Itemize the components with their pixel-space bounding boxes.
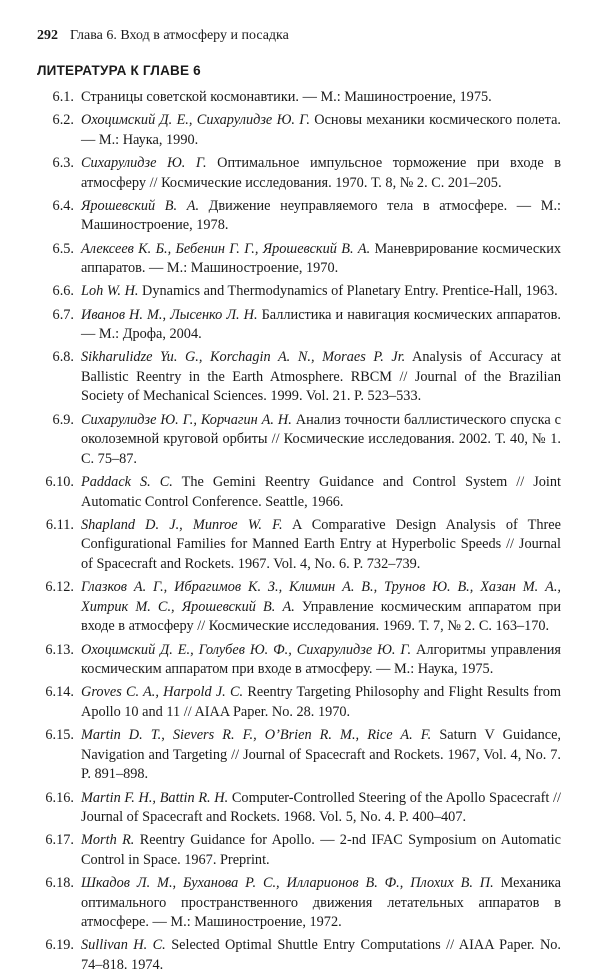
reference-item <box>37 789 561 828</box>
reference-authors: Сихарулидзе Ю. Г., Корчагин А. Н. <box>81 411 292 428</box>
section-title: ЛИТЕРАТУРА К ГЛАВЕ 6 <box>37 63 201 78</box>
reference-text: Computer-Controlled Steering of the Apollo Spacecraft // Journal of Spacecraft and Rockets. 1968. Vol. 5, No. 4. P. 400–407. <box>81 789 561 826</box>
reference-authors: Shapland D. J., Munroe W. F. <box>81 516 283 533</box>
reference-text: Анализ точности баллистического спуска с околоземной круговой орбиты // Космические исследования. 2002. Т. 40, № 1. С. 75–87. <box>81 411 561 467</box>
reference-text: Баллистика и навигация космических аппаратов. — М.: Дрофа, 2004. <box>81 306 561 343</box>
reference-number: 6.13. <box>45 641 74 658</box>
reference-text: The Gemini Reentry Guidance and Control System // Joint Automatic Control Conference. Seattle, 1966. <box>81 474 561 510</box>
reference-item <box>37 874 561 933</box>
reference-text: Selected Optimal Shuttle Entry Computations // AIAA Paper. No. 74–818. 1974. <box>81 937 561 974</box>
reference-authors: Sullivan H. C. <box>81 937 166 954</box>
reference-text: Маневрирование космических аппаратов. — М.: Машиностроение, 1970. <box>81 240 562 277</box>
reference-authors: Сихарулидзе Ю. Г. <box>81 154 207 171</box>
reference-number: 6.7. <box>52 306 74 323</box>
reference-item <box>37 473 561 512</box>
reference-item <box>37 578 561 637</box>
reference-number: 6.10. <box>45 474 74 491</box>
reference-item <box>37 306 561 345</box>
reference-item <box>37 641 561 680</box>
reference-item <box>37 411 561 470</box>
reference-item <box>37 683 561 722</box>
reference-text: Механика оптимального пространственного движения летательных аппаратов в атмосфере. — М.: Машиностроение, 1972. <box>81 875 561 931</box>
reference-item <box>37 240 561 279</box>
reference-authors: Martin D. T., Sievers R. F., O’Brien R. M., Rice A. F. <box>81 727 432 744</box>
reference-authors: Martin F. H., Battin R. H. <box>81 789 229 806</box>
reference-item <box>37 348 561 407</box>
reference-text: Страницы советской космонавтики. — М.: Машиностроение, 1975. <box>81 89 492 105</box>
reference-number: 6.18. <box>45 875 74 892</box>
reference-list <box>37 88 561 976</box>
reference-authors: Sikharulidze Yu. G., Korchagin A. N., Moraes P. Jr. <box>81 349 406 366</box>
page-number: 292 <box>37 28 58 43</box>
reference-authors: Охоцимский Д. Е., Сихарулидзе Ю. Г. <box>81 112 310 129</box>
reference-authors: Ярошевский В. А. <box>81 197 200 214</box>
reference-number: 6.6. <box>52 283 74 300</box>
reference-authors: Глазков А. Г., Ибрагимов К. З., Климин А. В., Трунов Ю. В., Хазан М. А., Хитрик М. С., Ярошевский В. А. <box>81 579 561 615</box>
reference-number: 6.3. <box>52 154 74 171</box>
reference-authors: Loh W. H. <box>81 283 139 300</box>
reference-number: 6.4. <box>52 197 74 214</box>
reference-text: Reentry Targeting Philosophy and Flight Results from Apollo 10 and 11 // AIAA Paper. No. 28. 1970. <box>81 684 562 720</box>
reference-number: 6.5. <box>52 240 74 257</box>
reference-item <box>37 516 561 575</box>
reference-text: Dynamics and Thermodynamics of Planetary Entry. Prentice-Hall, 1963. <box>138 283 558 300</box>
reference-text: Reentry Guidance for Apollo. — 2-nd IFAC Symposium on Automatic Control in Space. 1967. Preprint. <box>81 832 561 868</box>
reference-number: 6.15. <box>45 727 74 744</box>
reference-authors: Groves C. A., Harpold J. C. <box>81 684 244 701</box>
book-page <box>37 27 561 979</box>
reference-authors: Morth R. <box>81 832 135 849</box>
reference-item <box>37 154 561 193</box>
reference-text: Основы механики космического полета. — М.: Наука, 1990. <box>81 112 561 148</box>
reference-text: Оптимальное импульсное торможение при входе в атмосферу // Космические исследования. 1970. Т. 8, № 2. С. 201–205. <box>81 154 562 191</box>
reference-number: 6.14. <box>45 684 74 701</box>
reference-number: 6.16. <box>45 789 74 806</box>
reference-authors: Иванов Н. М., Лысенко Л. Н. <box>81 306 258 323</box>
reference-item <box>37 726 561 785</box>
reference-text: Движение неуправляемого тела в атмосфере. — М.: Машиностроение, 1978. <box>81 197 561 234</box>
reference-item <box>37 936 561 975</box>
reference-item <box>37 111 561 150</box>
reference-text: Saturn V Guidance, Navigation and Targeting // Journal of Spacecraft and Rockets. 1967, Vol. 4, No. 7. P. 891–898. <box>81 727 561 783</box>
reference-text: A Comparative Design Analysis of Three Configurational Families for Manned Earth Entry at Hyperbolic Speeds // Journal of Spacecraft and Rockets. 1967. Vol. 4, No. 6. P. 732–739. <box>81 516 561 572</box>
reference-item <box>37 831 561 870</box>
reference-number: 6.11. <box>45 516 74 533</box>
reference-authors: Шкадов Л. М., Буханова Р. С., Илларионов В. Ф., Плохих В. П. <box>81 875 494 892</box>
reference-number: 6.17. <box>45 832 74 849</box>
running-title: Глава 6. Вход в атмосферу и посадка <box>70 28 289 43</box>
reference-text: Алгоритмы управления космическим аппаратом при входе в атмосферу. — М.: Наука, 1975. <box>81 641 561 678</box>
reference-number: 6.12. <box>45 579 74 596</box>
reference-number: 6.19. <box>45 937 74 954</box>
reference-number: 6.1. <box>52 89 74 105</box>
reference-authors: Paddack S. C. <box>81 474 173 491</box>
reference-text: Analysis of Accuracy at Ballistic Reentry in the Earth Atmosphere. RBCM // Journal of the Brazilian Society of Mechanical Sciences. 1999. Vol. 21. P. 523–533. <box>81 349 561 405</box>
reference-number: 6.8. <box>52 349 74 366</box>
reference-item <box>37 197 561 236</box>
reference-number: 6.2. <box>52 112 74 129</box>
reference-authors: Алексеев К. Б., Бебенин Г. Г., Ярошевский В. А. <box>81 240 371 257</box>
reference-authors: Охоцимский Д. Е., Голубев Ю. Ф., Сихарулидзе Ю. Г. <box>81 641 412 658</box>
reference-item <box>37 88 561 108</box>
reference-number: 6.9. <box>52 411 74 428</box>
reference-item <box>37 282 561 302</box>
running-head <box>37 27 561 45</box>
reference-text: Управление космическим аппаратом при входе в атмосферу // Космические исследования. 1969. Т. 7, № 2. С. 163–170. <box>81 598 561 635</box>
